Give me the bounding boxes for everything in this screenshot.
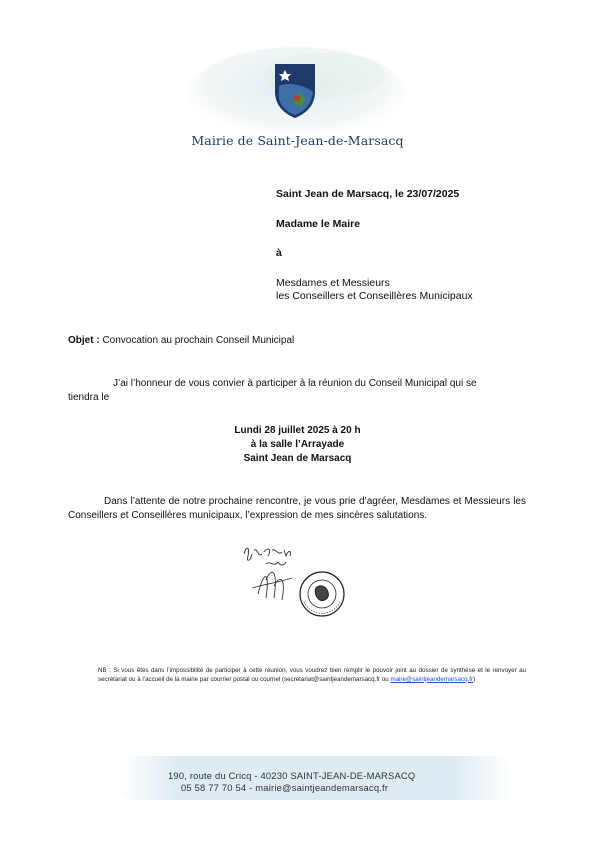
meeting-location: à la salle l’Arrayade [250,439,345,450]
recipient-line-2: les Conseillers et Conseillères Municipaux [276,290,473,302]
nb-closing-paren: ) [473,675,476,683]
meeting-town: Saint Jean de Marsacq [243,453,352,464]
mairie-logo [175,45,420,160]
to-word: à [276,247,282,259]
mairie-name: Mairie de Saint-Jean-de-Marsacq [191,133,404,148]
footer-address: 190, route du Cricq - 40230 SAINT-JEAN-DE-MARSACQ [168,770,416,781]
closing-paragraph [68,495,526,523]
mayor-email-link[interactable]: maire@saintjeandemarsacq.fr [390,675,474,683]
meeting-date-time: Lundi 28 juillet 2025 à 20 h [234,425,361,436]
signature-and-stamp [236,540,356,620]
official-stamp [300,572,344,616]
closing-text: Dans l’attente de notre prochaine rencontre, je vous prie d’agréer, Mesdames et Messieurs les Conseillers et Conseillères municipaux, l’expression de mes sincères salutations. [68,496,526,521]
meeting-details [0,424,595,466]
crest-icon [273,62,317,120]
object-label: Objet : [68,335,100,346]
nb-text: NB : Si vous êtes dans l’impossibilité de participer à cette réunion, vous voudrez bien remplir le pouvoir joint au dossier de synthèse et le renvoyer au secrétariat ou à l’accueil de la mairie par courrier postal ou courriel (secretariat@saintjeandemarsacq.fr ou [98,667,526,683]
place-date: Saint Jean de Marsacq, le 23/07/2025 [276,188,460,200]
handwritten-signature [244,548,292,600]
object-line [68,334,294,348]
object-text: Convocation au prochain Conseil Municipal [102,335,295,346]
nb-note [98,667,526,684]
intro-line-1: J’ai l’honneur de vous convier à participer à la réunion du Conseil Municipal qui se [113,378,477,389]
footer-contact: 05 58 77 70 54 - mairie@saintjeandemarsacq.fr [181,782,389,793]
recipient-line-1: Mesdames et Messieurs [276,277,390,289]
intro-line-2: tiendra le [68,392,110,403]
sender: Madame le Maire [276,218,361,230]
